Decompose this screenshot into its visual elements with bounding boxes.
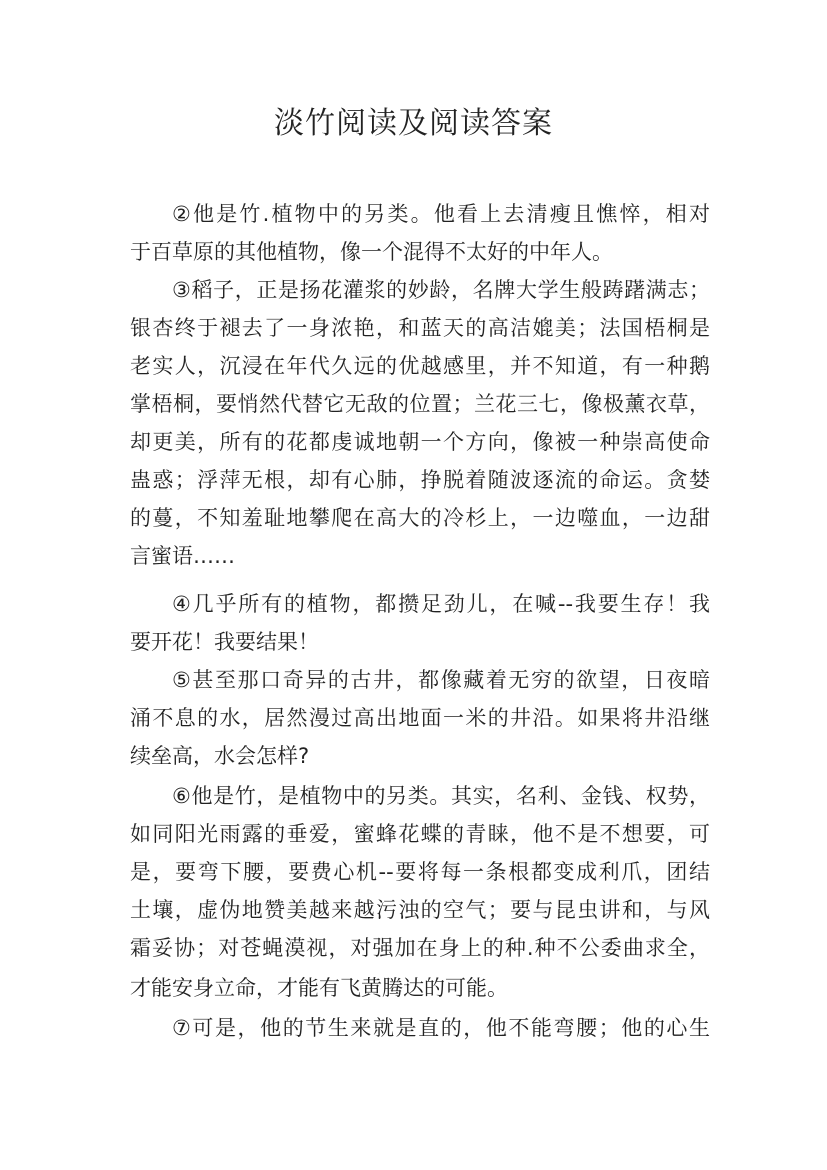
paragraph-line: ⑥他是竹，是植物中的另类。其实，名利、金钱、权势， xyxy=(172,784,710,808)
paragraph-line: ④几乎所有的植物，都攒足劲儿，在喊--我要生存！我 xyxy=(172,592,710,616)
paragraph-line: 才能安身立命，才能有飞黄腾达的可能。 xyxy=(130,976,508,1000)
paragraph-line: 如同阳光雨露的垂爱，蜜蜂花蝶的青睐，他不是不想要，可 xyxy=(130,822,710,846)
paragraph-line: 蛊惑；浮萍无根，却有心肺，挣脱着随波逐流的命运。贪婪 xyxy=(130,468,710,492)
paragraph-line: 续垒高，水会怎样? xyxy=(130,744,310,768)
paragraph-line: 掌梧桐，要悄然代替它无敌的位置；兰花三七，像极薰衣草， xyxy=(130,392,710,416)
paragraph-line: ②他是竹.植物中的另类。他看上去清瘦且憔悴，相对 xyxy=(172,202,710,226)
paragraph-line: 土壤，虚伪地赞美越来越污浊的空气；要与昆虫讲和，与风 xyxy=(130,898,710,922)
paragraph-line: 霜妥协；对苍蝇漠视，对强加在身上的种.种不公委曲求全， xyxy=(130,936,710,960)
paragraph-line: ⑤甚至那口奇异的古井，都像藏着无穷的欲望，日夜暗 xyxy=(172,668,710,692)
document-title: 淡竹阅读及阅读答案 xyxy=(274,106,553,141)
paragraph-line: 于百草原的其他植物，像一个混得不太好的中年人。 xyxy=(130,240,613,264)
paragraph-line: 却更美，所有的花都虔诚地朝一个方向，像被一种崇高使命 xyxy=(130,430,710,454)
paragraph-line: 是，要弯下腰，要费心机--要将每一条根都变成利爪，团结 xyxy=(130,860,710,884)
paragraph-line: 老实人，沉浸在年代久远的优越感里，并不知道，有一种鹅 xyxy=(130,354,710,378)
paragraph-line: ⑦可是，他的节生来就是直的，他不能弯腰；他的心生 xyxy=(172,1016,710,1040)
paragraph-line: 的蔓，不知羞耻地攀爬在高大的冷杉上，一边噬血，一边甜 xyxy=(130,506,710,530)
paragraph-line: 要开花！我要结果！ xyxy=(130,630,319,654)
paragraph-line: 涌不息的水，居然漫过高出地面一米的井沿。如果将井沿继 xyxy=(130,706,710,730)
paragraph-line: 银杏终于褪去了一身浓艳，和蓝天的高洁媲美；法国梧桐是 xyxy=(130,316,710,340)
paragraph-line: ③稻子，正是扬花灌浆的妙龄，名牌大学生般踌躇满志； xyxy=(172,278,710,302)
paragraph-line: 言蜜语…… xyxy=(130,544,235,568)
